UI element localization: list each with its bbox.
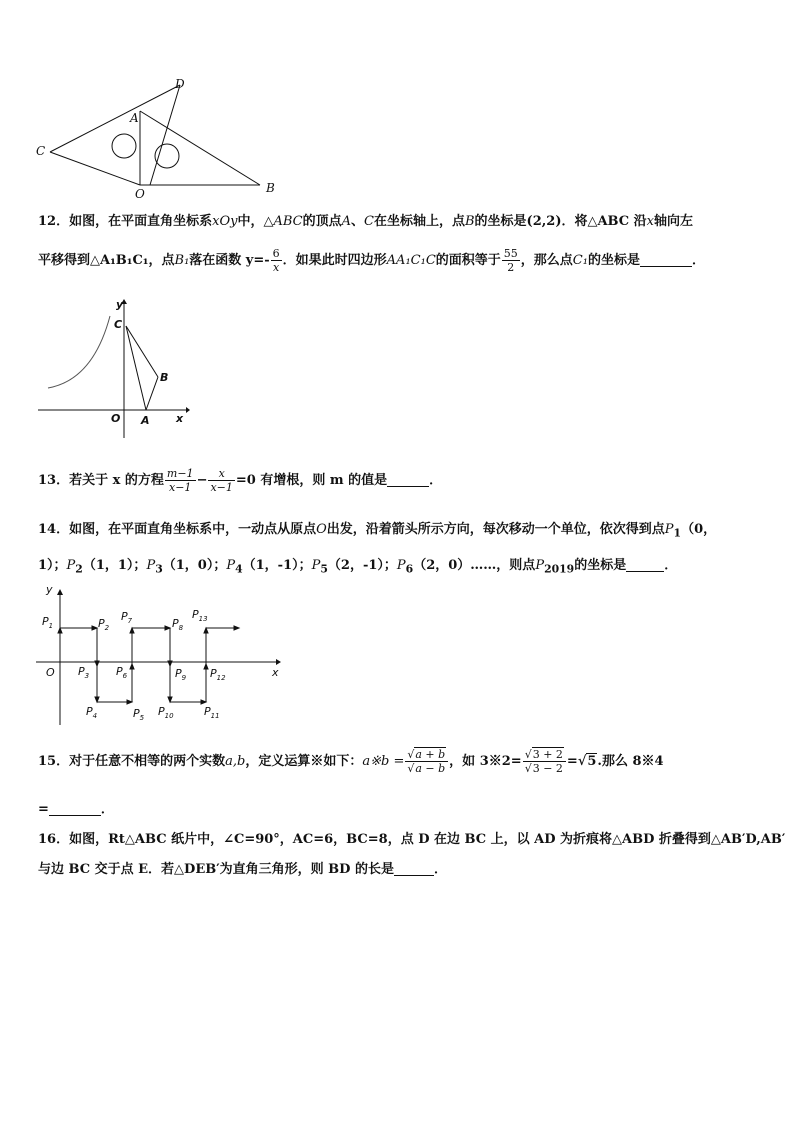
label-P11: $P_{11}$ [204, 705, 220, 720]
path-diagram-q14 [36, 585, 286, 730]
label-P2: $P_2$ [98, 617, 110, 632]
label-y: y [46, 583, 53, 596]
question-12-line1 [38, 212, 693, 232]
label-P3: $P_3$ [78, 665, 90, 680]
label-B: B [160, 371, 169, 384]
q12-c: C [364, 214, 374, 229]
q14-sub: 2 [75, 562, 83, 576]
question-number: 12． [38, 214, 70, 229]
q14-sub: 6 [405, 562, 414, 576]
q12-c1: C₁ [572, 253, 588, 268]
sqrt-five: √5 [577, 754, 597, 769]
q14-sub: 2019 [544, 562, 575, 576]
q16-text: 与边 BC 交于点 E．若△DEB′为直角三角形，则 BD 的长是 [38, 862, 394, 877]
q15-text: ，如 3※2= [449, 754, 522, 769]
q14-text: 的坐标是 [574, 558, 627, 573]
label-C: C [36, 144, 46, 158]
q14-text: （1，0）； [162, 558, 227, 573]
fraction-x-over: $\frac{x}{x-1}$ [210, 467, 233, 494]
q14-text: ． [664, 558, 678, 573]
label-B: B [266, 181, 275, 195]
label-P13: $P_{13}$ [192, 608, 208, 623]
q14-p: P [146, 558, 156, 573]
label-P12: $P_{12}$ [210, 667, 226, 682]
q12-text: 的坐标是(2,2)．将△ABC 沿 [474, 214, 647, 229]
label-P4: $P_4$ [86, 705, 98, 720]
figure-q14 [36, 585, 286, 730]
q15-ab: a,b [225, 754, 246, 769]
q12-text: 的坐标是 [587, 253, 640, 268]
q14-text: （2，-1）； [327, 558, 397, 573]
q14-p: P [664, 522, 674, 537]
q12-text: 的顶点 [302, 214, 342, 229]
question-16-line2 [38, 860, 447, 880]
question-15-line1 [38, 744, 664, 780]
q12-text: 平移得到△A₁B₁C₁，点 [38, 253, 175, 268]
label-P7: $P_7$ [121, 610, 133, 625]
q12-text: 轴向左 [654, 214, 694, 229]
q14-text: 1）； [38, 558, 67, 573]
question-15-line2 [38, 800, 114, 820]
q14-text: （0， [681, 522, 717, 537]
q14-text: （1，1）； [82, 558, 147, 573]
question-14-line1 [38, 520, 716, 544]
fraction-sqrt-ab: $\frac{√a + b}{√a - b}$ [405, 748, 448, 775]
question-number: 16． [38, 832, 70, 847]
answer-blank[interactable] [387, 472, 429, 487]
q13-text: 若关于 x 的方程 [69, 473, 164, 488]
q12-text: 在坐标轴上，点 [373, 214, 465, 229]
label-P8: $P_8$ [172, 617, 184, 632]
q12-text: 落在函数 y=- [189, 253, 270, 268]
q12-text: 如图，在平面直角坐标系 [69, 214, 213, 229]
label-D: D [175, 77, 185, 91]
label-x: x [272, 666, 279, 679]
fraction-neg6-over-x: $\frac{6}{x}$ [272, 247, 280, 274]
answer-blank[interactable] [394, 861, 434, 876]
label-O: O [46, 666, 55, 679]
question-number: 13． [38, 473, 70, 488]
fraction-m-minus-1: $\frac{m-1}{x-1}$ [166, 467, 194, 494]
q12-xoy: xOy [212, 214, 238, 229]
label-P10: $P_{10}$ [158, 705, 174, 720]
label-O: O [135, 187, 145, 201]
q12-a: A [341, 214, 351, 229]
q15-text: .那么 8※4 [597, 754, 664, 769]
q15-text: 对于任意不相等的两个实数 [69, 754, 226, 769]
label-C: C [114, 318, 123, 331]
figure-q11 [30, 75, 290, 200]
q14-sub: 4 [235, 562, 243, 576]
label-P9: $P_9$ [175, 667, 187, 682]
q12-text: 中，△ [237, 214, 274, 229]
q14-p: P [66, 558, 76, 573]
q15-eq: = [566, 754, 578, 769]
q14-text: （1，-1）； [242, 558, 312, 573]
q13-text: ． [429, 473, 443, 488]
question-number: 14． [38, 522, 70, 537]
q12-b1: B₁ [174, 253, 190, 268]
label-P6: $P_6$ [116, 665, 128, 680]
fraction-sqrt-32: $\frac{√3 + 2}{√3 - 2}$ [523, 748, 566, 775]
q14-sub: 1 [673, 526, 682, 540]
question-16-line1 [38, 830, 785, 850]
q14-text: 如图，在平面直角坐标系中，一动点从原点 [69, 522, 317, 537]
q14-sub: 3 [155, 562, 163, 576]
q15-text: = [38, 802, 49, 817]
q12-text: 的面积等于 [435, 253, 501, 268]
q14-p: P [396, 558, 406, 573]
label-A: A [130, 111, 139, 125]
q15-text: ，定义运算※如下： [245, 754, 363, 769]
question-number: 15． [38, 754, 70, 769]
figure-q12 [38, 298, 193, 443]
q12-b: B [464, 214, 475, 229]
q14-p: P [535, 558, 545, 573]
q14-text: 出发，沿着箭头所示方向，每次移动一个单位，依次得到点 [326, 522, 665, 537]
q14-sub: 5 [320, 562, 328, 576]
q12-abc: ABC [273, 214, 303, 229]
q12-text: ，那么点 [520, 253, 573, 268]
q12-text: ．如果此时四边形 [282, 253, 387, 268]
q14-text: （2，0）……，则点 [413, 558, 536, 573]
q12-x: x [646, 214, 654, 229]
q15-text: ． [100, 802, 114, 817]
q16-text: ． [433, 862, 447, 877]
fraction-55-over-2: $\frac{55}{2}$ [503, 247, 518, 274]
q14-o: O [316, 522, 327, 537]
label-y: y [116, 298, 124, 311]
q15-lhs: a※b = [362, 754, 405, 769]
q16-text: 如图，Rt△ABC 纸片中，∠C=90°，AC=6，BC=8，点 D 在边 BC 上，以 AD 为折痕将△ABD 折叠得到△AB′D,AB′ [69, 832, 786, 847]
answer-blank[interactable] [49, 801, 101, 816]
answer-blank[interactable] [640, 252, 692, 267]
q12-text: 、 [351, 214, 365, 229]
q14-p: P [226, 558, 236, 573]
answer-blank[interactable] [626, 557, 664, 572]
q13-minus: − [196, 473, 208, 488]
label-x: x [176, 412, 184, 425]
q14-p: P [311, 558, 321, 573]
q12-text: ． [691, 253, 705, 268]
q12-quad: AA₁C₁C [386, 253, 436, 268]
geometry-diagram-q11 [30, 75, 290, 200]
question-14-line2 [38, 556, 677, 580]
label-P5: $P_5$ [133, 707, 145, 722]
question-13 [38, 466, 442, 496]
label-O: O [111, 412, 121, 425]
function-graph-q12 [38, 298, 193, 443]
q13-text: =0 有增根，则 m 的值是 [235, 473, 388, 488]
question-12-line2 [38, 246, 705, 276]
label-A: A [141, 414, 150, 427]
label-P1: $P_1$ [42, 615, 54, 630]
